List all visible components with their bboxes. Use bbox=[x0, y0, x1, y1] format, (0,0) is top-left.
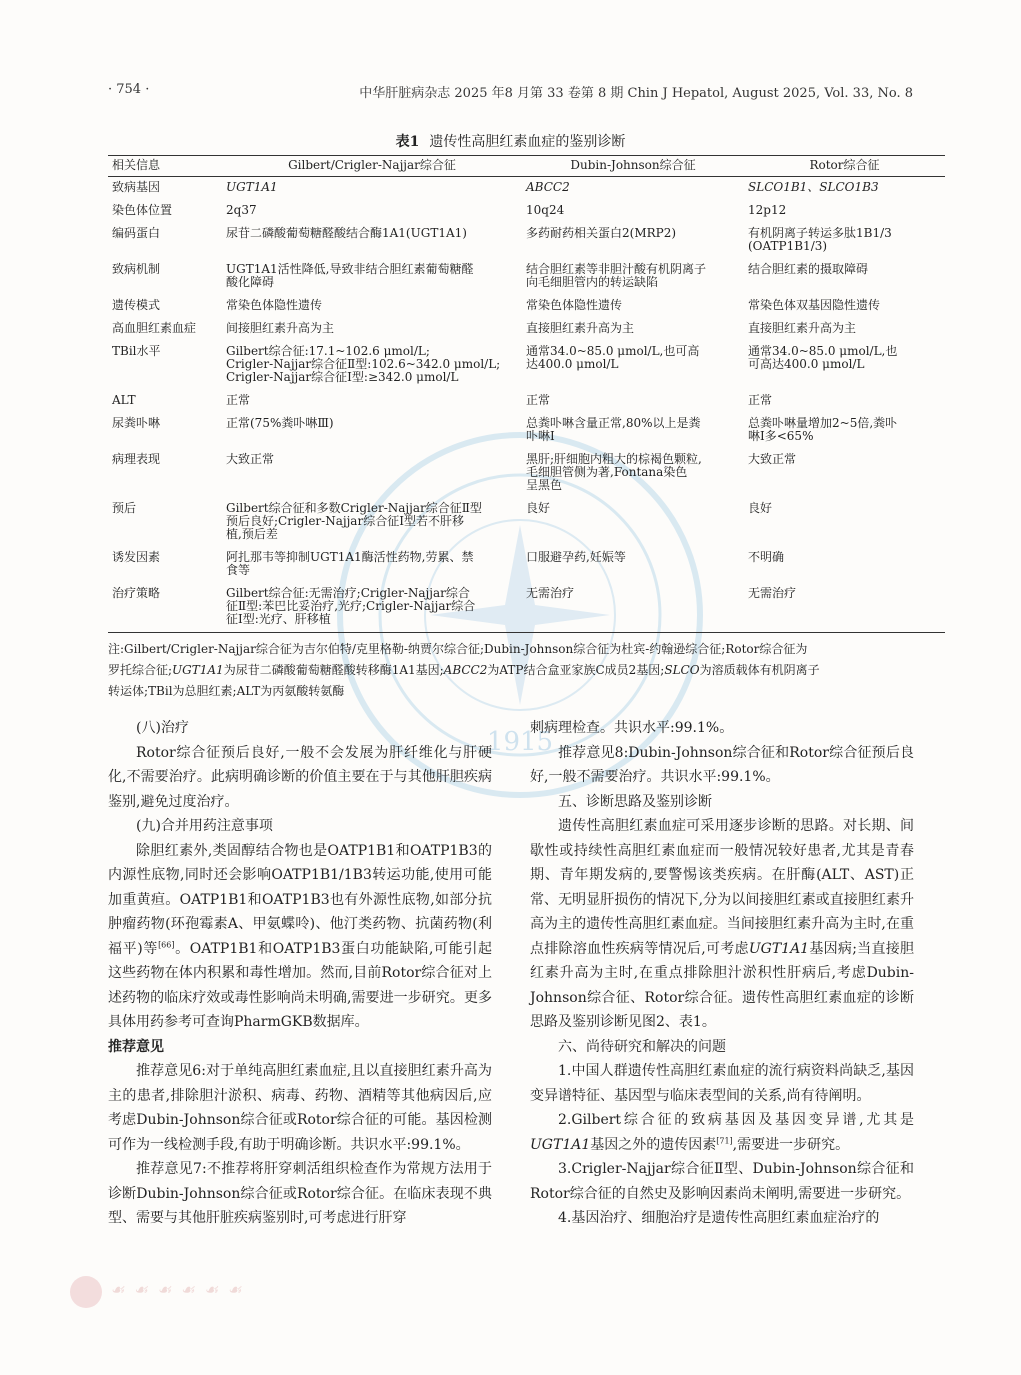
table-cell: 常染色体双基因隐性遗传 bbox=[748, 298, 881, 312]
table-cell: 正常 bbox=[226, 393, 251, 407]
recommendation: 推荐意见7:不推荐将肝穿刺活组织检查作为常规方法用于诊断Dubin-Johnson综合征或Rotor综合征。在临床表现不典型、需要与其他肝脏疾病鉴别时,可考虑进行肝穿 bbox=[108, 1161, 492, 1226]
table-cell: 直接胆红素升高为主 bbox=[748, 321, 857, 335]
table-cell: 正常 bbox=[748, 393, 773, 407]
table-header-row bbox=[108, 156, 945, 177]
table-cell: 多药耐药相关蛋白2(MRP2) bbox=[526, 226, 677, 240]
table-row bbox=[108, 177, 945, 201]
row-label-cell: 染色体位置 bbox=[112, 203, 173, 217]
table-cell: 总粪卟啉量增加2~5倍,粪卟 啉Ⅰ多<65% bbox=[748, 416, 898, 443]
paragraph: 除胆红素外,类固醇结合物也是OATP1B1和OATP1B3的内源性底物,同时还会影响OATP1B1/1B3转运功能,使用可能加重黄疸。OATP1B1和OATP1B3也有外源性底物,如部分抗肿瘤药物(环孢霉素A、甲氨蝶呤)、他汀类药物、抗菌药物(利福平)等[66]。OATP1B1和OATP1B3蛋白功能缺陷,可能引起这些药物在体内积累和毒性增加。然而,目前Rotor综合征对上述药物的临床疗效或毒性影响尚未明确,需要进一步研究。更多具体用药参考可查询PharmGKB数据库。 bbox=[108, 842, 492, 1030]
citation: [66] bbox=[158, 939, 175, 949]
section-heading: (九)合并用药注意事项 bbox=[136, 818, 273, 834]
paragraph: 4.基因治疗、细胞治疗是遗传性高胆红素血症治疗的 bbox=[558, 1210, 880, 1226]
table-cell: SLCO1B1、SLCO1B3 bbox=[748, 180, 879, 194]
table-cell: 大致正常 bbox=[748, 452, 797, 466]
publisher-logo-mark: ☙ ☙ ☙ ☙ ☙ ☙ bbox=[110, 1280, 244, 1299]
table-cell: 通常34.0~85.0 μmol/L,也可高 达400.0 μmol/L bbox=[526, 344, 700, 371]
publisher-logo bbox=[70, 1272, 450, 1312]
header-cell: Dubin-Johnson综合征 bbox=[522, 156, 744, 177]
table-row bbox=[108, 547, 945, 583]
seal-year: 1915 bbox=[486, 727, 554, 757]
table-cell: 尿苷二磷酸葡萄糖醛酸结合酶1A1(UGT1A1) bbox=[226, 226, 467, 240]
paragraph: 3.Crigler-Najjar综合征Ⅱ型、Dubin-Johnson综合征和Rotor综合征的自然史及影响因素尚未阐明,需要进一步研究。 bbox=[530, 1161, 914, 1202]
row-label-cell: 病理表现 bbox=[112, 452, 161, 466]
table-label: 表1 bbox=[395, 134, 420, 150]
table-cell: 结合胆红素等非胆汁酸有机阴离子 向毛细胆管内的转运缺陷 bbox=[526, 262, 707, 289]
row-label-cell: 尿粪卟啉 bbox=[112, 416, 161, 430]
table-cell: Gilbert综合征:无需治疗;Crigler-Najjar综合 征Ⅱ型:苯巴比妥治疗,光疗;Crigler-Najjar综合 征Ⅰ型:光疗、肝移植 bbox=[222, 583, 522, 633]
row-label-cell: 致病基因 bbox=[112, 180, 161, 194]
row-label-cell: 治疗策略 bbox=[108, 583, 222, 633]
left-column bbox=[108, 716, 492, 1231]
gene-name: SLCO bbox=[664, 663, 700, 677]
differential-diagnosis-table bbox=[108, 155, 945, 633]
citation: [71] bbox=[716, 1135, 733, 1145]
table-cell: 黑肝;肝细胞内粗大的棕褐色颗粒, 毛细胆管侧为著,Fontana染色 呈黑色 bbox=[526, 452, 702, 492]
table-row bbox=[108, 223, 945, 259]
page-number: · 754 · bbox=[108, 82, 150, 97]
section-heading: (八)治疗 bbox=[136, 720, 189, 736]
table-cell: 有机阴离子转运多肽1B1/3 (OATP1B1/3) bbox=[748, 226, 892, 253]
table-row bbox=[108, 413, 945, 449]
table-row bbox=[108, 318, 945, 341]
table-cell: 无需治疗 bbox=[744, 583, 945, 633]
paragraph: Rotor综合征预后良好,一般不会发展为肝纤维化与肝硬化,不需要治疗。此病明确诊断的价值主要在于与其他肝胆疾病鉴别,避免过度治疗。 bbox=[108, 744, 492, 810]
table-cell: 良好 bbox=[526, 501, 551, 515]
running-header bbox=[108, 82, 913, 102]
table-cell: 正常 bbox=[526, 393, 551, 407]
paragraph: 遗传性高胆红素血症可采用逐步诊断的思路。对长期、间歇性或持续性高胆红素血症而一般情况较好患者,尤其是青春期、青年期发病的,要警惕该类疾病。在肝酶(ALT、AST)正常、无明显肝损伤的情况下,分为以间接胆红素或直接胆红素升高为主的遗传性高胆红素血症。当间接胆红素升高为主时,在重点排除溶血性疾病等情况后,可考虑UGT1A1基因病;当直接胆红素升高为主时,在重点排除胆汁淤积性肝病后,考虑Dubin-Johnson综合征、Rotor综合征。遗传性高胆红素血症的诊断思路及鉴别诊断见图2、表1。 bbox=[530, 818, 915, 1030]
table-cell: 口服避孕药,妊娠等 bbox=[526, 550, 626, 564]
table-cell: 结合胆红素的摄取障碍 bbox=[748, 262, 869, 276]
gene-name: UGT1A1 bbox=[748, 940, 810, 957]
table-cell: 阿扎那韦等抑制UGT1A1酶活性药物,劳累、禁 食等 bbox=[226, 550, 474, 577]
row-label-cell: 预后 bbox=[112, 501, 137, 515]
journal-citation: 中华肝脏病杂志 2025 年8 月第 33 卷第 8 期 Chin J Hepatol, August 2025, Vol. 33, No. 8 bbox=[359, 86, 913, 101]
row-label-cell: 高血胆红素血症 bbox=[112, 321, 197, 335]
table-cell: UGT1A1活性降低,导致非结合胆红素葡萄糖醛 酸化障碍 bbox=[226, 262, 474, 289]
section-heading: 五、诊断思路及鉴别诊断 bbox=[558, 793, 712, 810]
table-cell: 常染色体隐性遗传 bbox=[526, 298, 623, 312]
table-cell: 常染色体隐性遗传 bbox=[226, 298, 323, 312]
gene-name: UGT1A1 bbox=[172, 663, 224, 677]
table-cell: Gilbert综合征和多数Crigler-Najjar综合征Ⅱ型 预后良好;Crigler-Najjar综合征Ⅰ型若不肝移 植,预后差 bbox=[226, 501, 482, 541]
table-row bbox=[108, 498, 945, 547]
gene-name: ABCC2 bbox=[443, 663, 488, 677]
section-heading: 六、尚待研究和解决的问题 bbox=[558, 1038, 726, 1055]
right-column bbox=[530, 716, 914, 1231]
row-label-cell: 致病机制 bbox=[112, 262, 161, 276]
table-cell: 12p12 bbox=[748, 203, 787, 217]
recommendation: 推荐意见8:Dubin-Johnson综合征和Rotor综合征预后良好,一般不需要治疗。共识水平:99.1%。 bbox=[530, 744, 914, 785]
table-cell: 直接胆红素升高为主 bbox=[526, 321, 635, 335]
table-cell: 良好 bbox=[748, 501, 773, 515]
table-cell: 不明确 bbox=[748, 550, 785, 564]
table-row bbox=[108, 390, 945, 413]
table-cell: UGT1A1 bbox=[226, 180, 278, 194]
table-cell: 无需治疗 bbox=[522, 583, 744, 633]
table-title: 遗传性高胆红素血症的鉴别诊断 bbox=[429, 134, 626, 150]
table-cell: 总粪卟啉含量正常,80%以上是粪 卟啉Ⅰ bbox=[526, 416, 701, 443]
table-row bbox=[108, 200, 945, 223]
table-cell: ABCC2 bbox=[526, 180, 570, 194]
publisher-emblem-icon bbox=[70, 1276, 102, 1308]
table-cell: 大致正常 bbox=[226, 452, 275, 466]
table-cell: 2q37 bbox=[226, 203, 257, 217]
header-cell: 相关信息 bbox=[108, 156, 222, 177]
paragraph: 刺病理检查。共识水平:99.1%。 bbox=[530, 720, 734, 736]
table-cell: 正常(75%粪卟啉Ⅲ) bbox=[226, 416, 334, 430]
row-label-cell: 诱发因素 bbox=[112, 550, 161, 564]
row-label-cell: ALT bbox=[112, 393, 136, 407]
table-cell: Gilbert综合征:17.1~102.6 μmol/L; Crigler-Najjar综合征Ⅱ型:102.6~342.0 μmol/L; Crigler-Najjar综合征Ⅰ型:≥342.0 μmol/L bbox=[226, 344, 501, 384]
table-row bbox=[108, 449, 945, 498]
row-label-cell: 编码蛋白 bbox=[112, 226, 161, 240]
table-row bbox=[108, 583, 945, 633]
header-cell: Gilbert/Crigler-Najjar综合征 bbox=[222, 156, 522, 177]
table-footnote: 注:Gilbert/Crigler-Najjar综合征为吉尔伯特/克里格勒-纳贾尔综合征;Dubin-Johnson综合征为杜宾-约翰逊综合征;Rotor综合征为 罗托综合征;UGT1A1为尿苷二磷酸葡萄糖醛酸转移酶1A1基因;ABCC2为ATP结合盒亚家族C成员2基因;SLCO为溶质载体有机阴离子 转运体;TBil为总胆红素;ALT为丙氨酸转氨酶 bbox=[108, 642, 820, 698]
gene-name: UGT1A1 bbox=[530, 1136, 591, 1153]
table-cell: 间接胆红素升高为主 bbox=[226, 321, 335, 335]
row-label-cell: 遗传模式 bbox=[112, 298, 161, 312]
row-label-cell: TBil水平 bbox=[112, 344, 161, 358]
paragraph: 1.中国人群遗传性高胆红素血症的流行病资料尚缺乏,基因变异谱特征、基因型与临床表型间的关系,尚有待阐明。 bbox=[530, 1063, 914, 1104]
table-row bbox=[108, 341, 945, 390]
table-row bbox=[108, 259, 945, 295]
recommendations-heading: 推荐意见 bbox=[108, 1038, 164, 1055]
table-cell: 通常34.0~85.0 μmol/L,也 可高达400.0 μmol/L bbox=[748, 344, 898, 371]
table-row bbox=[108, 295, 945, 318]
recommendation: 推荐意见6:对于单纯高胆红素血症,且以直接胆红素升高为主的患者,排除胆汁淤积、病毒、药物、酒精等其他病因后,应考虑Dubin-Johnson综合征或Rotor综合征的可能。基因检测可作为一线检测手段,有助于明确诊断。共识水平:99.1%。 bbox=[108, 1063, 492, 1153]
header-cell: Rotor综合征 bbox=[744, 156, 945, 177]
paragraph: 2.Gilbert综合征的致病基因及基因变异谱,尤其是UGT1A1基因之外的遗传因素[71],需要进一步研究。 bbox=[530, 1112, 914, 1153]
table-cell: 10q24 bbox=[526, 203, 565, 217]
table-caption bbox=[108, 131, 913, 151]
